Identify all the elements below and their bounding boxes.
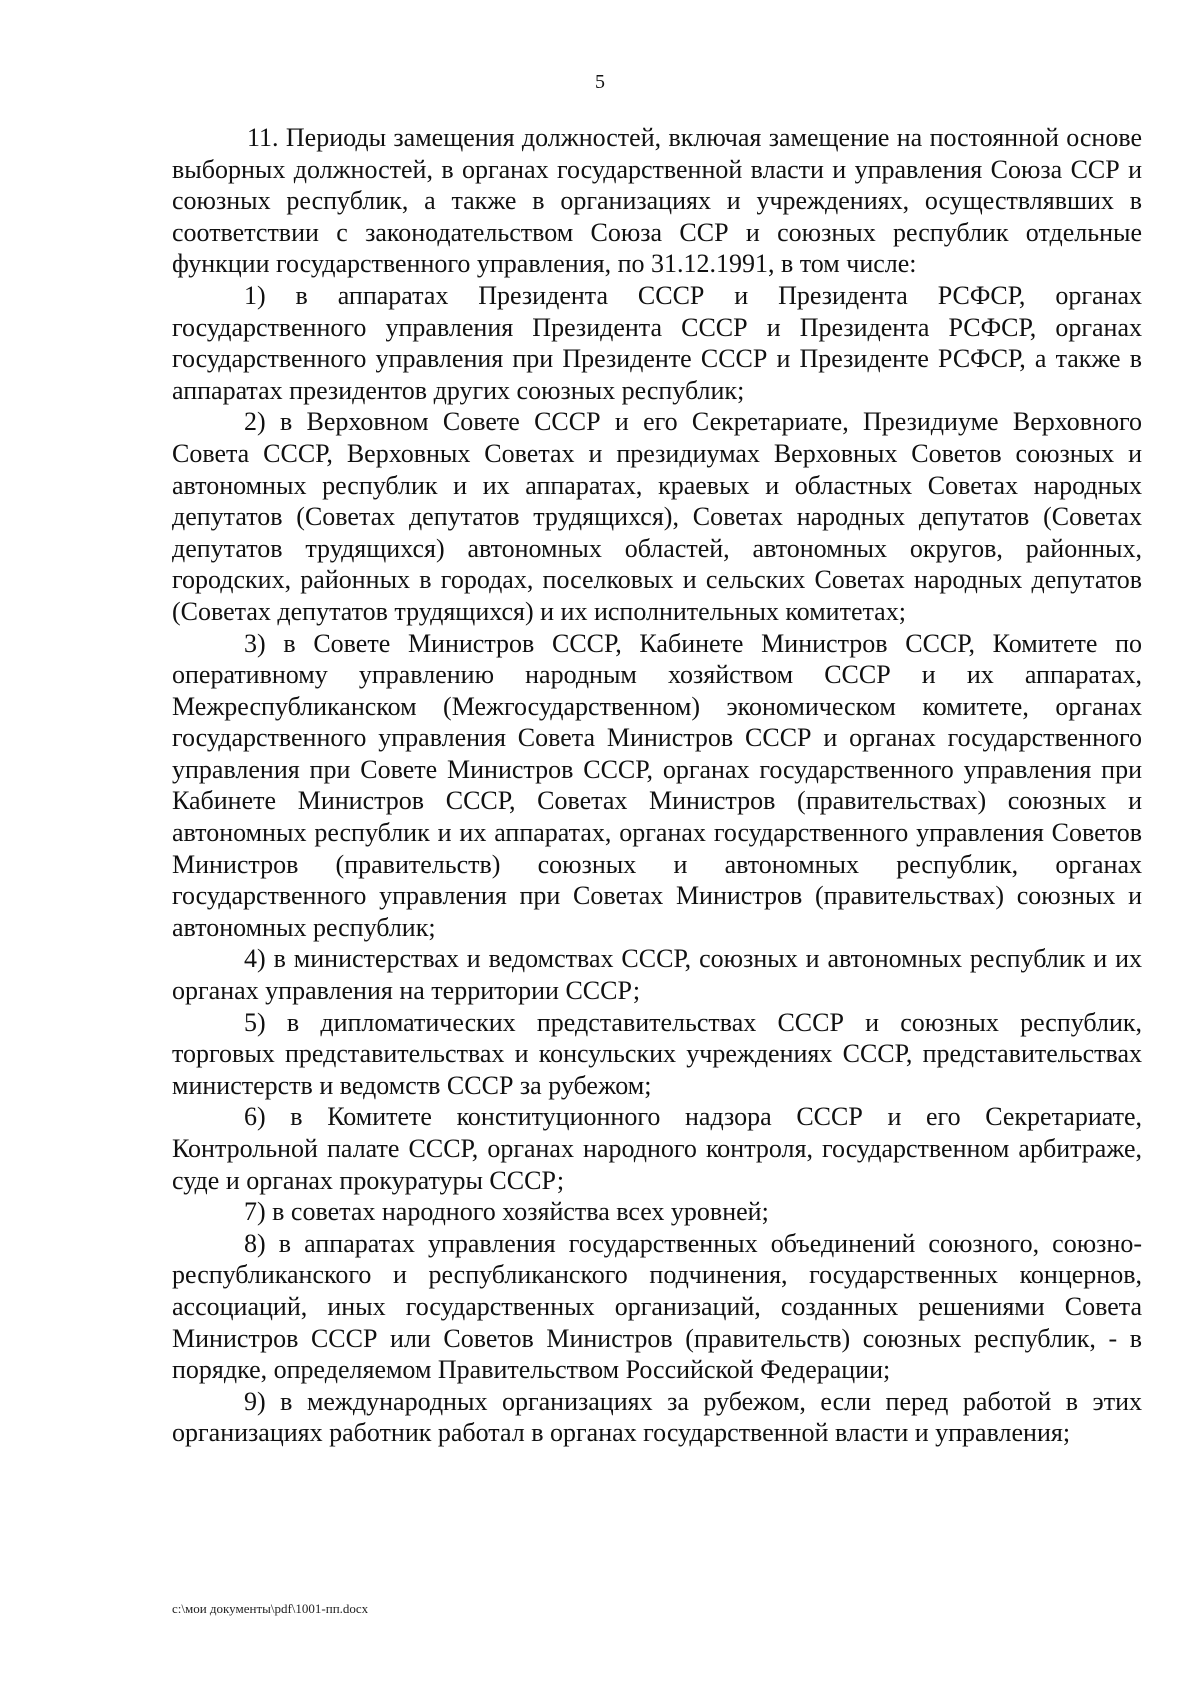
footer-file-path: c:\мои документы\pdf\1001-пп.docx — [172, 1601, 369, 1616]
list-item-6: 6) в Комитете конституционного надзора СССР и его Секретариате, Контрольной палате СССР, органах народного контроля, государственном арбитраже, суде и органах прокуратуры СССР; — [172, 1102, 1142, 1195]
list-item-8: 8) в аппаратах управления государственных объединений союзного, союзно-республиканского и республиканского подчинения, государственных концернов, ассоциаций, иных государственных организаций, созданных решениями Совета Министров СССР или Советов Министров (правительств) союзных республик, - в порядке, определяемом Правительством Российской Федерации; — [172, 1228, 1142, 1385]
list-item-4: 4) в министерствах и ведомствах СССР, союзных и автономных республик и их органах управления на территории СССР; — [172, 944, 1142, 1006]
paragraph-11: 11. Периоды замещения должностей, включая замещение на постоянной основе выборных должностей, в органах государственной власти и управления Союза ССР и союзных республик, а также в организациях и учреждениях, осуществлявших в соответствии с законодательством Союза ССР и союзных республик отдельные функции государственного управления, по 31.12.1991, в том числе: — [172, 123, 1142, 279]
page-number: 5 — [595, 71, 605, 93]
list-item-7: 7) в советах народного хозяйства всех уровней; — [244, 1197, 769, 1227]
list-item-3: 3) в Совете Министров СССР, Кабинете Министров СССР, Комитете по оперативному управлению народным хозяйством СССР и их аппаратах, Межреспубликанском (Межгосударственном) экономическом комитете, органах государственного управления Совета Министров СССР и органах государственного управления при Совете Министров СССР, органах государственного управления при Кабинете Министров СССР, Советах Министров (правительствах) союзных и автономных республик и их аппаратах, органах государственного управления Советов Министров (правительств) союзных и автономных республик, органах государственного управления при Советах Министров (правительствах) союзных и автономных республик; — [172, 628, 1142, 942]
list-item-9: 9) в международных организациях за рубежом, если перед работой в этих организациях работник работал в органах государственной власти и управления; — [172, 1386, 1142, 1448]
list-item-1: 1) в аппаратах Президента СССР и Президента РСФСР, органах государственного управления Президента СССР и Президента РСФСР, органах государственного управления при Президенте СССР и Президенте РСФСР, а также в аппаратах президентов других союзных республик; — [172, 280, 1142, 405]
list-item-2: 2) в Верховном Совете СССР и его Секретариате, Президиуме Верховного Совета СССР, Верховных Советах и президиумах Верховных Советов союзных и автономных республик и их аппаратах, краевых и областных Советах народных депутатов (Советах депутатов трудящихся), Советах народных депутатов (Советах депутатов трудящихся) автономных областей, автономных округов, районных, городских, районных в городах, поселковых и сельских Советах народных депутатов (Советах депутатов трудящихся) и их исполнительных комитетах; — [172, 407, 1142, 626]
list-item-5: 5) в дипломатических представительствах СССР и союзных республик, торговых представительствах и консульских учреждениях СССР, представительствах министерств и ведомств СССР за рубежом; — [172, 1007, 1142, 1100]
document-body — [172, 122, 1142, 1449]
